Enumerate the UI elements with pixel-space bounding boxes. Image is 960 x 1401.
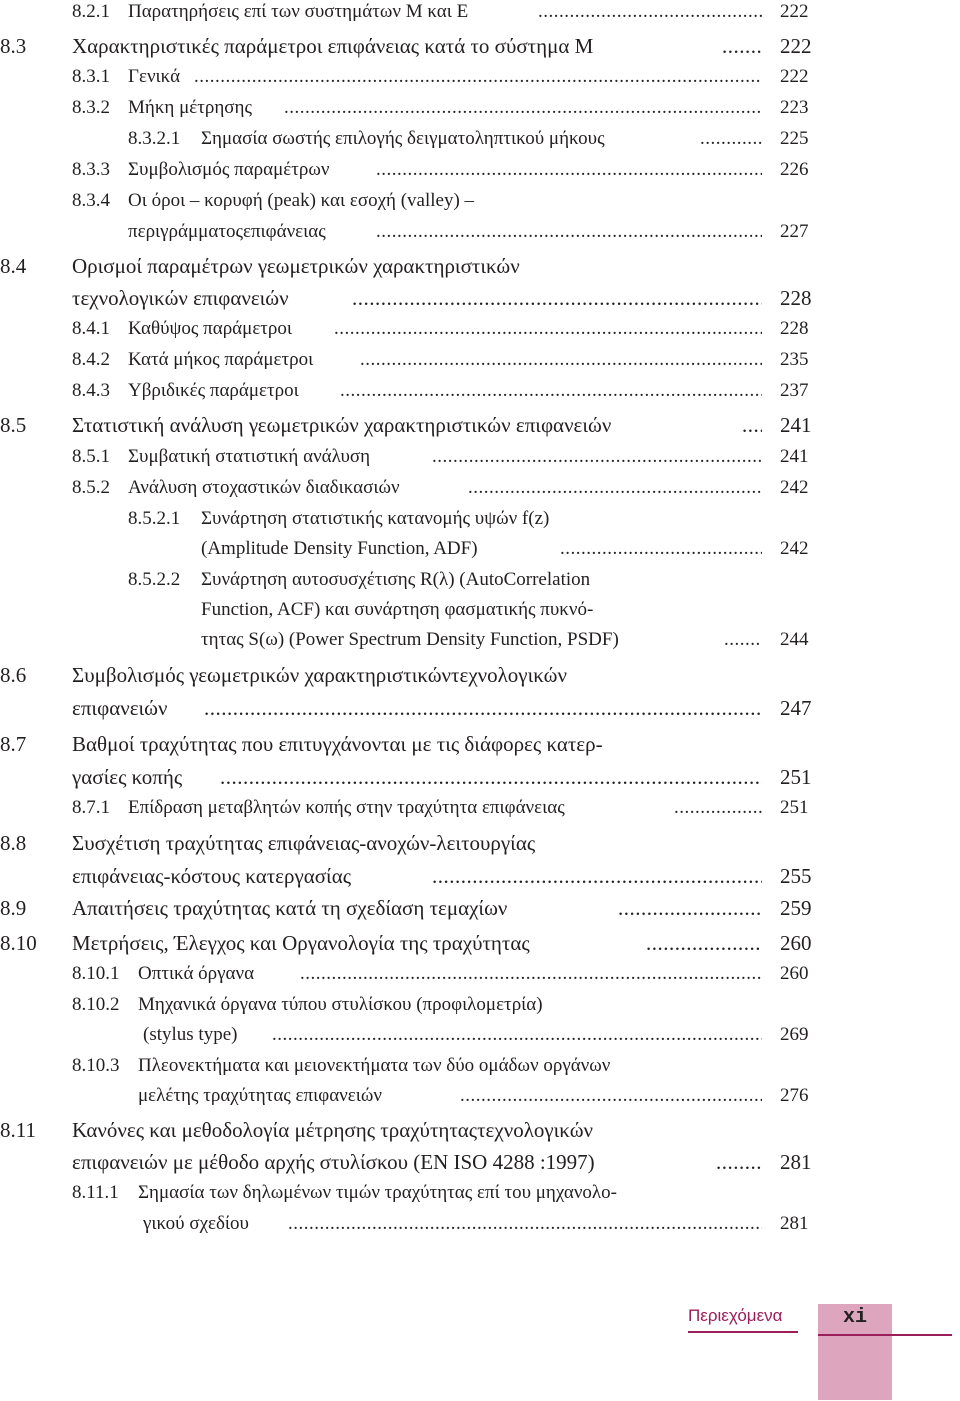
toc-title: επιφανειών [72,696,168,720]
toc-entry[interactable] [0,828,960,858]
toc-page: 226 [780,159,809,180]
toc-entry-continuation[interactable] [0,217,960,247]
toc-page: 242 [780,477,809,498]
toc-leader [742,410,762,440]
toc-entry-continuation[interactable] [0,1209,960,1239]
toc-title: μελέτης τραχύτητας επιφανειών [138,1085,382,1106]
toc-entry-continuation[interactable] [0,1020,960,1050]
toc-title: Μετρήσεις, Έλεγχος και Οργανολογία της τραχύτητας [72,931,530,955]
toc-entry[interactable] [0,1115,960,1145]
toc-entry[interactable] [0,155,960,185]
toc-page: 225 [780,128,809,149]
footer-rule-right [818,1334,952,1336]
toc-entry[interactable] [0,0,960,27]
toc-number: 8.11.1 [72,1182,119,1203]
toc-leader [340,376,762,406]
toc-title: Μηχανικά όργανα τύπου στυλίσκου (προφιλομετρία) [138,994,543,1015]
toc-entry-continuation[interactable] [0,861,960,891]
toc-leader [334,314,762,344]
toc-title: Χαρακτηριστικές παράμετροι επιφάνειας κατά το σύστημα Μ [72,34,594,58]
toc-title: (stylus type) [143,1024,238,1045]
toc-page: 247 [780,696,812,720]
toc-leader [722,31,762,61]
toc-entry[interactable] [0,62,960,92]
toc-number: 8.10.2 [72,994,120,1015]
toc-leader [460,1081,762,1111]
toc-entry[interactable] [0,565,960,595]
toc-entry[interactable] [0,376,960,406]
toc-entry[interactable] [0,93,960,123]
toc-title: Γενικά [128,66,181,87]
toc-number: 8.2.1 [72,1,110,22]
toc-leader [300,959,762,989]
toc-title: Συμβατική στατιστική ανάλυση [128,446,371,467]
toc-entry[interactable] [0,442,960,472]
toc-leader [204,693,762,723]
toc-entry[interactable] [0,928,960,958]
toc-entry[interactable] [0,959,960,989]
toc-title: περιγράμματοςεπιφάνειας [128,221,326,242]
toc-page: 228 [780,286,812,310]
toc-entry[interactable] [0,473,960,503]
toc-page: 237 [780,380,809,401]
footer-rule-left [688,1331,798,1333]
toc-page: 242 [780,538,809,559]
toc-page: 241 [780,446,809,467]
toc-title: Συμβολισμός παραμέτρων [128,159,330,180]
toc-leader [376,155,762,185]
toc-leader [716,1147,762,1177]
toc-entry[interactable] [0,793,960,823]
toc-title: Συνάρτηση στατιστικής κατανομής υψών f(z) [201,508,550,529]
toc-entry[interactable] [0,660,960,690]
toc-leader [272,1020,762,1050]
toc-entry-continuation[interactable] [0,693,960,723]
toc-page: 251 [780,765,812,789]
toc-title: Οπτικά όργανα [138,963,255,984]
toc-leader [560,534,762,564]
toc-entry[interactable] [0,345,960,375]
toc-title: Στατιστική ανάλυση γεωμετρικών χαρακτηριστικών επιφανειών [72,413,612,437]
toc-number: 8.9 [0,896,27,920]
toc-title: Βαθμοί τραχύτητας που επιτυγχάνονται με τις διάφορες κατερ- [72,732,603,756]
toc-entry-continuation[interactable] [0,283,960,313]
toc-title: Σημασία σωστής επιλογής δειγματοληπτικού μήκους [201,128,605,149]
toc-page: 281 [780,1150,812,1174]
toc-page: 222 [780,34,812,58]
toc-entry[interactable] [0,314,960,344]
toc-title: Καθύψος παράμετροι [128,318,293,339]
toc-number: 8.10.1 [72,963,120,984]
toc-number: 8.3 [0,34,27,58]
toc-page: 255 [780,864,812,888]
toc-title: Απαιτήσεις τραχύτητας κατά τη σχεδίαση τεμαχίων [72,896,508,920]
toc-entry-continuation[interactable] [0,595,960,625]
toc-page: 227 [780,221,809,242]
toc-title: (Amplitude Density Function, ADF) [201,538,478,559]
toc-entry[interactable] [0,990,960,1020]
toc-entry[interactable] [0,31,960,61]
toc-leader [360,345,762,375]
toc-entry[interactable] [0,186,960,216]
toc-number: 8.11 [0,1118,36,1142]
toc-leader [432,861,762,891]
toc-leader [194,62,762,92]
toc-number: 8.6 [0,663,27,687]
toc-entry[interactable] [0,410,960,440]
toc-page: 244 [780,629,809,650]
toc-page: 223 [780,97,809,118]
toc-page: 222 [780,66,809,87]
toc-number: 8.4.2 [72,349,110,370]
toc-title: Σημασία των δηλωμένων τιμών τραχύτητας επί του μηχανολο- [138,1182,617,1203]
toc-title: Συμβολισμός γεωμετρικών χαρακτηριστικώντεχνολογικών [72,663,567,687]
toc-leader [432,442,762,472]
toc-number: 8.4 [0,254,27,278]
toc-number: 8.3.2 [72,97,110,118]
toc-entry[interactable] [0,1051,960,1081]
toc-number: 8.5.1 [72,446,110,467]
toc-number: 8.3.2.1 [128,128,181,149]
toc-page: 260 [780,931,812,955]
toc-title: Υβριδικές παράμετροι [128,380,299,401]
toc-page: 259 [780,896,812,920]
toc-entry-continuation[interactable] [0,534,960,564]
toc-title: Ανάλυση στοχαστικών διαδικασιών [128,477,400,498]
toc-title: Κανόνες και μεθοδολογία μέτρησης τραχύτηταςτεχνολογικών [72,1118,594,1142]
toc-title: Ορισμοί παραμέτρων γεωμετρικών χαρακτηριστικών [72,254,520,278]
toc-title: Επίδραση μεταβλητών κοπής στην τραχύτητα επιφάνειας [128,797,565,818]
toc-number: 8.4.1 [72,318,110,339]
toc-title: γικού σχεδίου [143,1213,249,1234]
toc-title: Οι όροι – κορυφή (peak) και εσοχή (valley) – [128,190,475,211]
toc-entry-continuation[interactable] [0,1081,960,1111]
toc-number: 8.3.4 [72,190,110,211]
toc-leader [646,928,762,958]
toc-page: 260 [780,963,809,984]
toc-entry[interactable] [0,893,960,923]
toc-title: γασίες κοπής [72,765,183,789]
toc-leader [376,217,762,247]
toc-page: 276 [780,1085,809,1106]
toc-title: Κατά μήκος παράμετροι [128,349,314,370]
toc-page: 222 [780,1,809,22]
toc-page: 251 [780,797,809,818]
toc-title: Πλεονεκτήματα και μειονεκτήματα των δύο ομάδων οργάνων [138,1055,611,1076]
toc-page: 281 [780,1213,809,1234]
toc-leader [618,893,762,923]
toc-entry[interactable] [0,1178,960,1208]
toc-title: επιφανειών με μέθοδο αρχής στυλίσκου (EN ISO 4288 :1997) [72,1150,595,1174]
toc-number: 8.5.2 [72,477,110,498]
toc-leader [724,625,762,655]
toc-entry[interactable] [0,504,960,534]
toc-number: 8.4.3 [72,380,110,401]
toc-page: 228 [780,318,809,339]
toc-title: τεχνολογικών επιφανειών [72,286,289,310]
toc-title: Συνάρτηση αυτοσυσχέτισης R(λ) (AutoCorrelation [201,569,591,590]
toc-number: 8.8 [0,831,27,855]
toc-leader [700,124,762,154]
toc-number: 8.10 [0,931,37,955]
toc-leader [352,283,762,313]
toc-leader [674,793,762,823]
toc-number: 8.3.3 [72,159,110,180]
toc-entry[interactable] [0,251,960,281]
toc-number: 8.10.3 [72,1055,120,1076]
toc-title: Function, ACF) και συνάρτηση φασματικής πυκνό- [201,599,594,620]
toc-number: 8.7 [0,732,27,756]
page-number: xi [842,1306,867,1329]
toc-page: 269 [780,1024,809,1045]
toc-number: 8.5.2.1 [128,508,181,529]
toc-page: 235 [780,349,809,370]
toc-title: επιφάνειας-κόστους κατεργασίας [72,864,352,888]
toc-leader [288,1209,762,1239]
toc-entry[interactable] [0,124,960,154]
toc-number: 8.3.1 [72,66,110,87]
toc-number: 8.7.1 [72,797,110,818]
toc-title: τητας S(ω) (Power Spectrum Density Function, PSDF) [201,629,619,650]
toc-page: 241 [780,413,812,437]
toc-entry-continuation[interactable] [0,1147,960,1177]
toc-number: 8.5.2.2 [128,569,181,590]
toc-leader [220,762,762,792]
toc-title: Μήκη μέτρησης [128,97,253,118]
toc-leader [284,93,762,123]
toc-entry-continuation[interactable] [0,762,960,792]
toc-leader [538,0,762,27]
toc-title: Παρατηρήσεις επί των συστημάτων Μ και Ε [128,1,469,22]
toc-entry-continuation[interactable] [0,625,960,655]
toc-title: Συσχέτιση τραχύτητας επιφάνειας-ανοχών-λειτουργίας [72,831,536,855]
toc-leader [468,473,762,503]
section-label: Περιεχόμενα [688,1306,783,1325]
toc-number: 8.5 [0,413,27,437]
toc-entry[interactable] [0,729,960,759]
